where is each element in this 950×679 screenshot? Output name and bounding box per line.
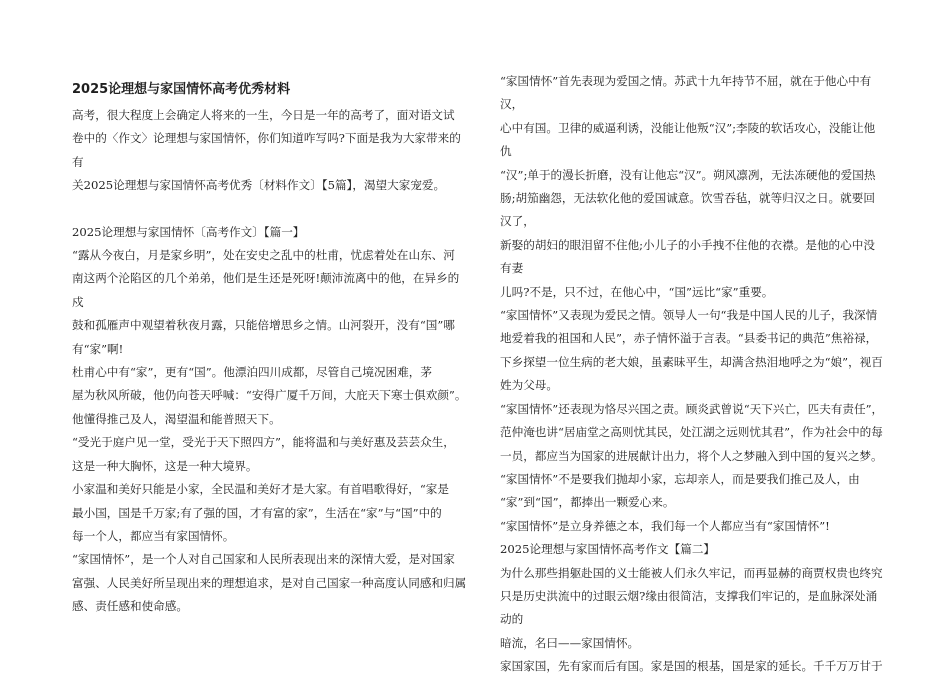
intro-paragraph: 高考，很大程度上会确定人将来的一生，今日是一年的高考了，面对语文试 卷中的〈作文〉论理想与家国情怀，你们知道咋写吗?下面是我为大家带来的有 关2025论理想与家国情怀高考优秀〔材料作文〕【5篇】，渴望大家宠爱。 (72, 108, 461, 193)
body-paragraph: “家国情怀”是立身养德之本，我们每一个人都应当有“家国情怀”! (500, 518, 830, 533)
body-paragraph: “家国情怀”首先表现为爱国之情。苏武十九年持节不屈，就在于他心中有汉， 心中有国。卫律的威逼利诱，没能让他叛“汉”;李陵的软话攻心，没能让他仇 “汉”;单于的漫长折磨，没有让他忘“汉”。朔风凛冽，无法冻硬他的爱国热 肠;胡笳幽怨，无法软化他的爱国诚意。饮雪吞毡，就等归汉之日。就要回汉了， 新娶的胡妇的眼泪留不住他;小儿子的小手拽不住他的衣襟。是他的心中没有妻 儿吗?不是，只不过，在他心中，“国”远比“家”重要。 (500, 74, 876, 299)
paragraph-gap (72, 198, 470, 221)
left-column (72, 72, 470, 619)
body-paragraph: “家国情怀”不是要我们抛却小家，忘却亲人，而是要我们推己及人，由 “家”到“国”，都捧出一颗爱心来。 (500, 471, 860, 510)
document-title: 2025论理想与家国情怀高考优秀材料 (72, 82, 291, 97)
body-paragraph: 家国家国，先有家而后有国。家是国的根基，国是家的延长。千千万万甘于 (500, 659, 883, 674)
body-paragraph: “露从今夜白，月是家乡明”，处在安史之乱中的杜甫，忧虑着处在山东、河 南这两个沦陷区的几个弟弟，他们是生还是死呀!颠沛流离中的他，在异乡的戍 鼓和孤雁声中观望着秋夜月露，只能倍增思乡之情。山河裂开，没有“国”哪 有“家”啊! (72, 248, 460, 356)
section-heading-1: 2025论理想与家国情怀〔高考作文〕【篇一】 (72, 224, 305, 239)
section-heading-2: 2025论理想与家国情怀高考作文【篇二】 (500, 542, 716, 557)
body-paragraph: “家国情怀”，是一个人对自己国家和人民所表现出来的深情大爱，是对国家 富强、人民美好所呈现出来的理想追求，是对自己国家一种高度认同感和归属 感、责任感和使命感。 (72, 552, 467, 614)
right-column (500, 70, 884, 679)
body-paragraph: 杜甫心中有“家”，更有“国”。他漂泊四川成都，尽管自己境况困难，茅 屋为秋风所破，他仍向苍天呼喊：“安得广厦千万间，大庇天下寒士俱欢颜”。 他懂得推己及人，渴望温和能普照天下。 (72, 365, 467, 426)
body-paragraph: 为什么那些捐躯赴国的义士能被人们永久牢记，而再显赫的商贾权贵也终究 只是历史洪流中的过眼云烟?缘由很简洁，支撑我们牢记的，是血脉深处涌动的 暗流，名曰——家国情怀。 (500, 565, 883, 650)
body-paragraph: “受光于庭户见一堂，受光于天下照四方”，能将温和与美好惠及芸芸众生， 这是一种大胸怀，这是一种大境界。 (72, 435, 455, 473)
body-paragraph: 小家温和美好只能是小家，全民温和美好才是大家。有首唱歌得好，“家是 最小国，国是千万家;有了强的国，才有富的家”，生活在“家”与“国”中的 每一个人，都应当有家国情怀。 (72, 482, 449, 543)
body-paragraph: “家国情怀”又表现为爱民之情。领导人一句“我是中国人民的儿子，我深情 地爱着我的祖国和人民”，赤子情怀溢于言表。“县委书记的典范”焦裕禄， 下乡探望一位生病的老大娘，虽素昧平生，却满含热泪地呼之为“娘”，视百 姓为父母。 (500, 308, 883, 393)
body-paragraph: “家国情怀”还表现为恪尽兴国之责。顾炎武曾说“天下兴亡，匹夫有责任”， 范仲淹也讲“居庙堂之高则忧其民，处江湖之远则忧其君”，作为社会中的每 一员，都应当为国家的进展献计出力，将个人之梦融入到中国的复兴之梦。 (500, 401, 884, 463)
